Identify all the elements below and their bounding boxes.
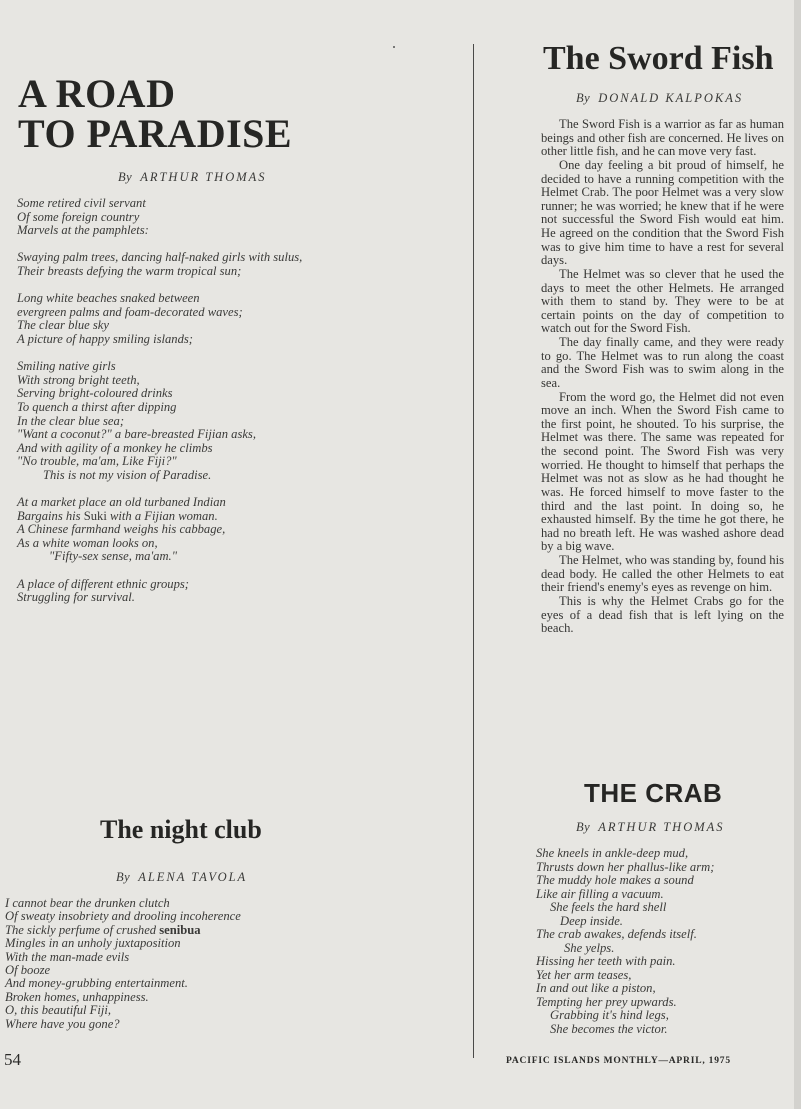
stanza-break	[17, 564, 302, 578]
page-number: 54	[4, 1050, 21, 1069]
poem-line: "No trouble, ma'am, Like Fiji?"	[17, 454, 177, 469]
poem-line: "Want a coconut?" a bare-breasted Fijian asks,	[17, 427, 256, 442]
poem-line: In the clear blue sea;	[17, 413, 125, 428]
poem-line: Where have you gone?	[5, 1016, 120, 1031]
night-poem	[5, 897, 241, 1031]
poem-line: Mingles in an unholy juxtaposition	[5, 936, 181, 951]
poem-line: The clear blue sky	[17, 318, 109, 333]
poem-line: A Chinese farmhand weighs his cabbage,	[17, 522, 226, 537]
poem-line: The muddy hole makes a sound	[536, 873, 694, 887]
poem-line: In and out like a piston,	[536, 981, 656, 995]
crab-title: THE CRAB	[584, 778, 723, 808]
suki-word: Suki	[83, 508, 107, 523]
stanza-break	[17, 238, 302, 252]
poem-line: O, this beautiful Fiji,	[5, 1003, 111, 1018]
poem-line: To quench a thirst after dipping	[17, 399, 177, 414]
column-rule	[473, 44, 474, 1058]
road-author: ARTHUR THOMAS	[140, 170, 267, 184]
road-poem	[17, 197, 302, 605]
poem-line: Of some foreign country	[17, 209, 140, 224]
poem-line: And with agility of a monkey he climbs	[17, 440, 213, 455]
stanza-break	[17, 347, 302, 361]
night-byline: By ALENA TAVOLA	[116, 870, 248, 884]
crab-byline: By ARTHUR THOMAS	[576, 820, 725, 834]
senibua-word: senibua	[159, 922, 201, 937]
poem-line: Long white beaches snaked between	[17, 291, 200, 306]
poem-line: Grabbing it's hind legs,	[550, 1008, 669, 1022]
poem-line: And money-grubbing entertainment.	[5, 976, 188, 991]
poem-line: Bargains his Suki with a Fijian woman.	[17, 508, 218, 523]
stanza-break	[17, 482, 302, 496]
page-edge-shadow	[794, 0, 801, 1109]
poem-line: Deep inside.	[560, 913, 623, 928]
night-author: ALENA TAVOLA	[138, 870, 248, 884]
poem-line: Marvels at the pamphlets:	[17, 223, 149, 238]
poem-line: With the man-made evils	[5, 949, 130, 964]
poem-line: Smiling native girls	[17, 359, 116, 374]
poem-line: Thrusts down her phallus-like arm;	[536, 859, 715, 874]
magazine-footer: PACIFIC ISLANDS MONTHLY—APRIL, 1975	[506, 1056, 731, 1066]
poem-line: A place of different ethnic groups;	[17, 576, 189, 591]
poem-line: "Fifty-sex sense, ma'am."	[49, 549, 177, 564]
crab-poem	[536, 847, 714, 1036]
story-paragraph: This is why the Helmet Crabs go for the eyes of a dead fish that is left lying on the beach.	[541, 593, 784, 636]
story-paragraph: From the word go, the Helmet did not even move an inch. When the Sword Fish came to the first point, he shouted. To his surprise, the Helmet was there. The same was repeated for the second point. The Sword Fish was very worried. He thought to himself that perhaps the Helmet was not as slow as he had thought he was. He forced himself to move faster to the third and the last point. In doing so, he exhausted himself. By the time he got there, he had no breath left. He was washed ashore dead by a big wave.	[541, 389, 784, 554]
poem-line: At a market place an old turbaned Indian	[17, 495, 226, 510]
poem-line: A picture of happy smiling islands;	[17, 331, 193, 346]
poem-line: As a white woman looks on,	[17, 535, 158, 550]
poem-line: The crab awakes, defends itself.	[536, 927, 697, 941]
poem-line: Serving bright-coloured drinks	[17, 386, 173, 401]
sword-byline: By DONALD KALPOKAS	[576, 91, 744, 105]
print-speck	[393, 46, 395, 48]
sword-title: The Sword Fish	[543, 40, 774, 77]
poem-line: The sickly perfume of crushed senibua	[5, 922, 201, 937]
story-paragraph: One day feeling a bit proud of himself, he decided to have a running competition with the Helmet Crab. The poor Helmet was a very slow runner; he was worried; he knew that if he were not successful the Sword Fish would eat him. He agreed on the condition that the Sword Fish was to give him time to have a rest for several days.	[541, 157, 784, 268]
road-title	[18, 71, 318, 156]
night-title: The night club	[100, 815, 262, 844]
stanza-break	[17, 279, 302, 293]
story-paragraph: The Sword Fish is a warrior as far as human beings and other fish are concerned. He lives on other little fish, and he can move very fast.	[541, 117, 784, 159]
poem-line: Tempting her prey upwards.	[536, 994, 677, 1009]
story-paragraph: The day finally came, and they were ready to go. The Helmet was to run along the coast and the Sword Fish was to swim along in the sea.	[541, 335, 784, 390]
road-title-line2: TO PARADISE	[18, 111, 293, 156]
poem-line: Struggling for survival.	[17, 590, 135, 605]
poem-line: Yet her arm teases,	[536, 967, 632, 982]
poem-line: She becomes the victor.	[550, 1021, 668, 1036]
poem-line: Of booze	[5, 963, 51, 978]
road-title-line1: A ROAD	[18, 71, 176, 116]
poem-line: Swaying palm trees, dancing half-naked girls with sulus,	[17, 250, 303, 265]
story-paragraph: The Helmet was so clever that he used the days to meet the other Helmets. He arranged with them to stand by. They were to be at certain points on the day of competition to watch out for the Sword Fish.	[541, 266, 784, 336]
crab-author: ARTHUR THOMAS	[598, 820, 725, 834]
poem-line: Hissing her teeth with pain.	[536, 954, 676, 968]
poem-line: evergreen palms and foam-decorated waves;	[17, 304, 243, 319]
poem-line: I cannot bear the drunken clutch	[5, 896, 170, 910]
poem-line: She feels the hard shell	[550, 900, 667, 914]
poem-line: Of sweaty insobriety and drooling incoherence	[5, 909, 241, 924]
sword-author: DONALD KALPOKAS	[598, 91, 744, 105]
poem-line: She yelps.	[564, 940, 615, 955]
poem-line: Broken homes, unhappiness.	[5, 989, 149, 1004]
sword-story	[541, 118, 784, 636]
poem-line: Their breasts defying the warm tropical sun;	[17, 263, 242, 278]
road-byline: By ARTHUR THOMAS	[118, 170, 267, 184]
poem-line: This is not my vision of Paradise.	[43, 467, 212, 482]
story-paragraph: The Helmet, who was standing by, found his dead body. He called the other Helmets to eat their friend's enemy's eyes as revenge on him.	[541, 553, 784, 595]
poem-line: With strong bright teeth,	[17, 372, 140, 387]
poem-line: She kneels in ankle-deep mud,	[536, 846, 689, 860]
poem-line: Like air filling a vacuum.	[536, 886, 664, 901]
poem-line: Some retired civil servant	[17, 196, 146, 210]
